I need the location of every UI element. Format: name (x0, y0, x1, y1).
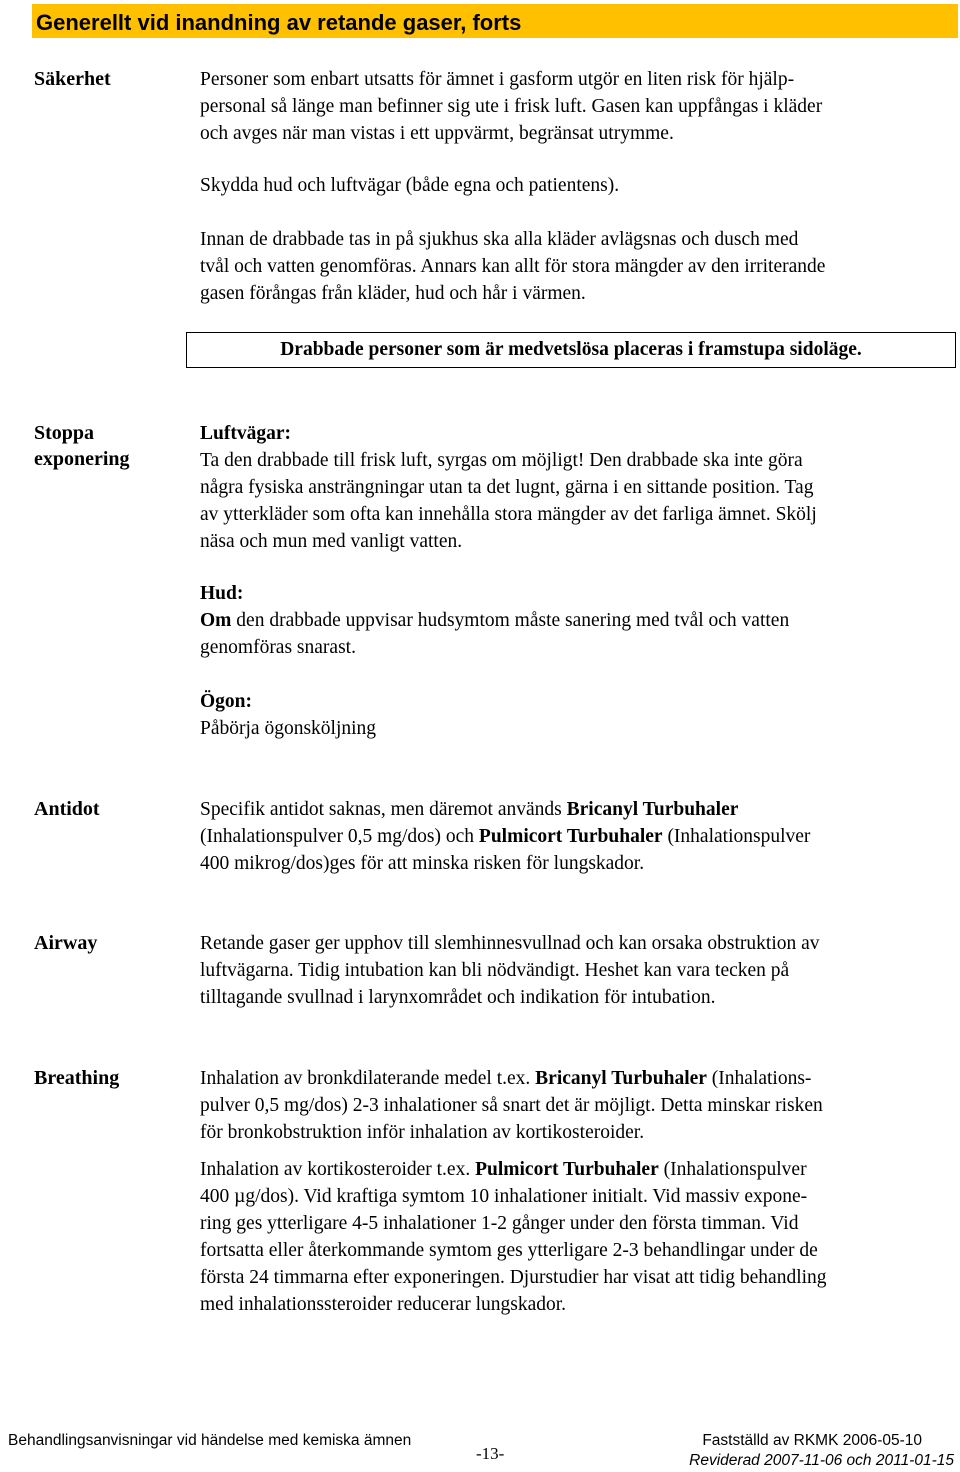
inline-text: Inhalation av kortikosteroider t.ex. (200, 1159, 476, 1180)
text-line (200, 796, 948, 823)
text-line: med inhalationssteroider reducerar lungskador. (200, 1294, 567, 1315)
warning-box: Drabbade personer som är medvetslösa placeras i framstupa sidoläge. (186, 332, 956, 368)
bold-text: Bricanyl Turbuhaler (535, 1068, 707, 1089)
bold-text: Pulmicort Turbuhaler (478, 826, 663, 847)
text-line: näsa och mun med vanligt vatten. (200, 531, 463, 552)
inline-text: den drabbade uppvisar hudsymtom måste sanering med tvål och vatten (231, 610, 790, 631)
text-line: 400 mikrog/dos)ges för att minska risken för lungskador. (200, 853, 645, 874)
text-line: tilltagande svullnad i larynxområdet och indikation för intubation. (200, 987, 716, 1008)
label-antidot: Antidot (34, 798, 100, 820)
text-line (200, 1156, 948, 1183)
ogon-heading: Ögon: (200, 691, 253, 712)
page-number: -13- (476, 1444, 505, 1463)
text-line: Innan de drabbade tas in på sjukhus ska alla kläder avlägsnas och dusch med (200, 229, 799, 250)
section-title-bar (32, 4, 958, 38)
text-line: av ytterkläder som ofta kan innehålla stora mängder av det farliga ämnet. Skölj (200, 504, 817, 525)
label-line: Stoppa (34, 422, 95, 444)
label-airway: Airway (34, 932, 98, 954)
text-line: Ta den drabbade till frisk luft, syrgas om möjligt! Den drabbade ska inte göra (200, 450, 803, 471)
bold-text: Om (200, 610, 232, 631)
bold-text: Bricanyl Turbuhaler (566, 799, 739, 820)
inline-text: Inhalation av bronkdilaterande medel t.ex. (200, 1068, 536, 1089)
text-line: Retande gaser ger upphov till slemhinnesvullnad och kan orsaka obstruktion av (200, 933, 820, 954)
label-sakerhet: Säkerhet (34, 68, 111, 90)
airway-paragraph (200, 930, 948, 1011)
inline-text: (Inhalations- (706, 1068, 812, 1089)
text-line: första 24 timmarna efter exponeringen. Djurstudier har visat att tidig behandling (200, 1267, 827, 1288)
luftvagar-block (200, 420, 948, 555)
text-line: luftvägarna. Tidig intubation kan bli nödvändigt. Heshet kan vara tecken på (200, 960, 790, 981)
breathing-paragraph-2 (200, 1156, 948, 1318)
sakerhet-paragraph-1 (200, 66, 948, 147)
section-title: Generellt vid inandning av retande gaser, forts (36, 10, 522, 35)
text-line: för bronkobstruktion inför inhalation av kortikosteroider. (200, 1122, 645, 1143)
text-line: 400 µg/dos). Vid kraftiga symtom 10 inhalationer initialt. Vid massiv expone- (200, 1186, 808, 1207)
text-line (200, 607, 948, 634)
text-line: några fysiska ansträngningar utan ta det lugnt, gärna i en sittande position. Tag (200, 477, 814, 498)
inline-text: (Inhalationspulver (662, 826, 811, 847)
inline-text: (Inhalationspulver 0,5 mg/dos) och (200, 826, 479, 847)
text-line: ring ges ytterligare 4-5 inhalationer 1-2 gånger under den första timman. Vid (200, 1213, 799, 1234)
text-line: pulver 0,5 mg/dos) 2-3 inhalationer så snart det är möjligt. Detta minskar risken (200, 1095, 823, 1116)
footer-revised: Reviderad 2007-11-06 och 2011-01-15 (689, 1452, 954, 1469)
hud-block (200, 580, 948, 661)
luftvagar-heading: Luftvägar: (200, 423, 291, 444)
text-line: genomföras snarast. (200, 637, 356, 658)
ogon-block (200, 688, 948, 742)
sakerhet-paragraph-3 (200, 226, 948, 307)
inline-text: (Inhalationspulver (658, 1159, 807, 1180)
label-stoppa-exponering (34, 420, 130, 472)
antidot-paragraph (200, 796, 948, 877)
label-line: exponering (34, 448, 130, 470)
text-line: personal så länge man befinner sig ute i frisk luft. Gasen kan uppfångas i kläder (200, 96, 823, 117)
inline-text: Specifik antidot saknas, men däremot används (200, 799, 567, 820)
text-line: Påbörja ögonsköljning (200, 718, 377, 739)
text-line: gasen förångas från kläder, hud och hår i värmen. (200, 283, 586, 304)
hud-heading: Hud: (200, 583, 244, 604)
text-line: Skydda hud och luftvägar (både egna och patientens). (200, 175, 620, 196)
text-line: fortsatta eller återkommande symtom ges ytterligare 2-3 behandlingar under de (200, 1240, 818, 1261)
text-line (200, 823, 948, 850)
breathing-paragraph-1 (200, 1065, 948, 1146)
label-breathing: Breathing (34, 1067, 120, 1089)
text-line (200, 1065, 948, 1092)
sakerhet-paragraph-2 (200, 172, 948, 199)
text-line: och avges när man vistas i ett uppvärmt, begränsat utrymme. (200, 123, 674, 144)
text-line: Personer som enbart utsatts för ämnet i gasform utgör en liten risk för hjälp- (200, 69, 795, 90)
bold-text: Pulmicort Turbuhaler (475, 1159, 659, 1180)
footer-document-title: Behandlingsanvisningar vid händelse med kemiska ämnen (8, 1432, 412, 1449)
text-line: tvål och vatten genomföras. Annars kan allt för stora mängder av den irriterande (200, 256, 826, 277)
footer-established: Fastställd av RKMK 2006-05-10 (702, 1432, 922, 1449)
